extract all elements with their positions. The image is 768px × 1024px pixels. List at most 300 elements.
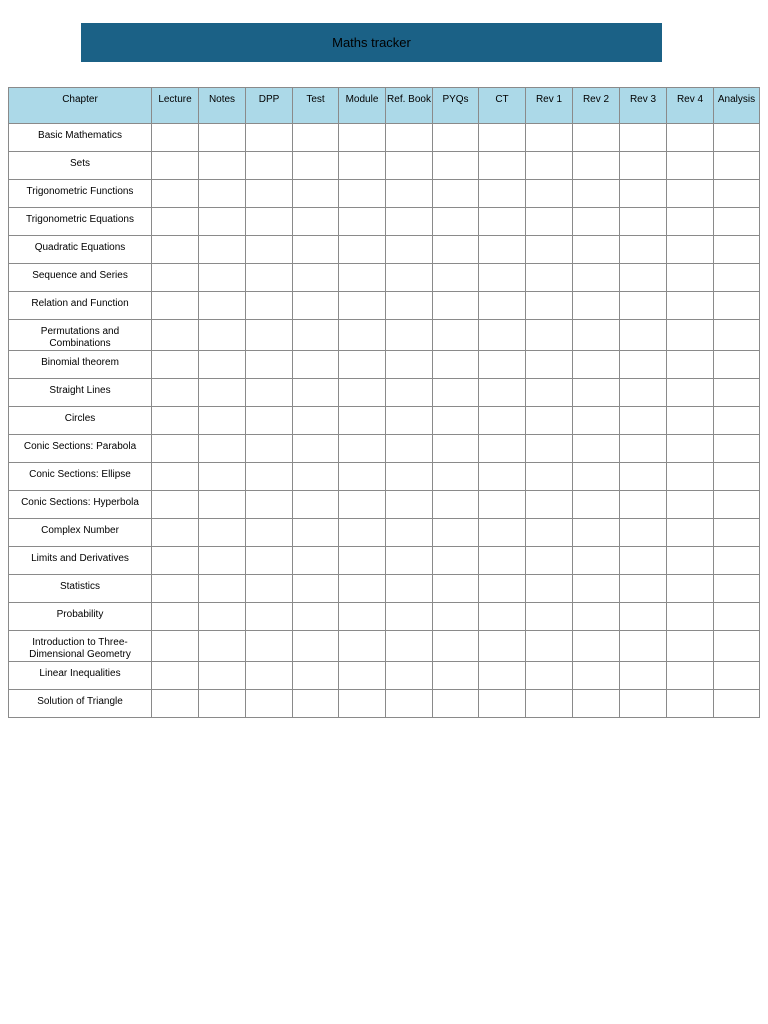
tracker-cell[interactable] bbox=[433, 236, 479, 264]
tracker-cell[interactable] bbox=[714, 292, 760, 320]
tracker-cell[interactable] bbox=[339, 351, 386, 379]
tracker-cell[interactable] bbox=[714, 575, 760, 603]
tracker-cell[interactable] bbox=[433, 662, 479, 690]
tracker-cell[interactable] bbox=[620, 435, 667, 463]
tracker-cell[interactable] bbox=[152, 379, 199, 407]
tracker-cell[interactable] bbox=[573, 236, 620, 264]
tracker-cell[interactable] bbox=[526, 208, 573, 236]
tracker-cell[interactable] bbox=[714, 603, 760, 631]
tracker-cell[interactable] bbox=[573, 351, 620, 379]
tracker-cell[interactable] bbox=[246, 519, 293, 547]
tracker-cell[interactable] bbox=[199, 631, 246, 662]
tracker-cell[interactable] bbox=[620, 208, 667, 236]
tracker-cell[interactable] bbox=[293, 519, 339, 547]
tracker-cell[interactable] bbox=[433, 463, 479, 491]
tracker-cell[interactable] bbox=[620, 351, 667, 379]
tracker-cell[interactable] bbox=[479, 351, 526, 379]
tracker-cell[interactable] bbox=[620, 491, 667, 519]
tracker-cell[interactable] bbox=[152, 236, 199, 264]
tracker-cell[interactable] bbox=[526, 351, 573, 379]
tracker-cell[interactable] bbox=[479, 662, 526, 690]
tracker-cell[interactable] bbox=[433, 351, 479, 379]
tracker-cell[interactable] bbox=[667, 491, 714, 519]
tracker-table bbox=[8, 87, 760, 718]
tracker-cell[interactable] bbox=[714, 124, 760, 152]
tracker-cell[interactable] bbox=[152, 491, 199, 519]
tracker-cell[interactable] bbox=[199, 463, 246, 491]
chapter-name: Relation and Function bbox=[9, 292, 152, 320]
tracker-cell[interactable] bbox=[667, 690, 714, 718]
tracker-cell[interactable] bbox=[433, 124, 479, 152]
table-row bbox=[9, 124, 760, 152]
tracker-cell[interactable] bbox=[433, 208, 479, 236]
tracker-cell[interactable] bbox=[433, 575, 479, 603]
tracker-cell[interactable] bbox=[620, 407, 667, 435]
tracker-cell[interactable] bbox=[386, 180, 433, 208]
tracker-cell[interactable] bbox=[199, 320, 246, 351]
tracker-cell[interactable] bbox=[433, 292, 479, 320]
tracker-cell[interactable] bbox=[152, 320, 199, 351]
tracker-cell[interactable] bbox=[293, 379, 339, 407]
tracker-cell[interactable] bbox=[479, 292, 526, 320]
tracker-cell[interactable] bbox=[573, 463, 620, 491]
tracker-cell[interactable] bbox=[386, 236, 433, 264]
tracker-cell[interactable] bbox=[386, 124, 433, 152]
tracker-cell[interactable] bbox=[293, 603, 339, 631]
tracker-cell[interactable] bbox=[152, 124, 199, 152]
tracker-cell[interactable] bbox=[526, 603, 573, 631]
tracker-cell[interactable] bbox=[433, 603, 479, 631]
tracker-cell[interactable] bbox=[152, 631, 199, 662]
tracker-cell[interactable] bbox=[246, 631, 293, 662]
tracker-cell[interactable] bbox=[339, 547, 386, 575]
tracker-cell[interactable] bbox=[386, 547, 433, 575]
tracker-cell[interactable] bbox=[199, 292, 246, 320]
tracker-cell[interactable] bbox=[246, 180, 293, 208]
tracker-cell[interactable] bbox=[386, 320, 433, 351]
chapter-name: Conic Sections: Hyperbola bbox=[9, 491, 152, 519]
tracker-cell[interactable] bbox=[573, 264, 620, 292]
tracker-cell[interactable] bbox=[199, 690, 246, 718]
tracker-cell[interactable] bbox=[199, 236, 246, 264]
tracker-cell[interactable] bbox=[152, 292, 199, 320]
tracker-cell[interactable] bbox=[152, 662, 199, 690]
tracker-cell[interactable] bbox=[293, 264, 339, 292]
tracker-cell[interactable] bbox=[246, 603, 293, 631]
tracker-cell[interactable] bbox=[479, 152, 526, 180]
tracker-cell[interactable] bbox=[246, 236, 293, 264]
tracker-cell[interactable] bbox=[620, 292, 667, 320]
tracker-cell[interactable] bbox=[573, 292, 620, 320]
tracker-cell[interactable] bbox=[199, 180, 246, 208]
tracker-cell[interactable] bbox=[526, 491, 573, 519]
tracker-cell[interactable] bbox=[573, 519, 620, 547]
tracker-cell[interactable] bbox=[433, 152, 479, 180]
tracker-cell[interactable] bbox=[620, 320, 667, 351]
tracker-cell[interactable] bbox=[526, 463, 573, 491]
tracker-cell[interactable] bbox=[293, 463, 339, 491]
tracker-cell[interactable] bbox=[526, 435, 573, 463]
tracker-cell[interactable] bbox=[386, 519, 433, 547]
tracker-cell[interactable] bbox=[479, 631, 526, 662]
chapter-name: Trigonometric Functions bbox=[9, 180, 152, 208]
tracker-cell[interactable] bbox=[386, 264, 433, 292]
tracker-cell[interactable] bbox=[526, 631, 573, 662]
tracker-cell[interactable] bbox=[526, 292, 573, 320]
tracker-cell[interactable] bbox=[526, 379, 573, 407]
tracker-cell[interactable] bbox=[339, 320, 386, 351]
tracker-cell[interactable] bbox=[293, 180, 339, 208]
tracker-cell[interactable] bbox=[526, 407, 573, 435]
tracker-cell[interactable] bbox=[667, 292, 714, 320]
tracker-cell[interactable] bbox=[246, 407, 293, 435]
tracker-cell[interactable] bbox=[152, 152, 199, 180]
tracker-cell[interactable] bbox=[714, 264, 760, 292]
tracker-cell[interactable] bbox=[620, 603, 667, 631]
tracker-cell[interactable] bbox=[386, 690, 433, 718]
tracker-cell[interactable] bbox=[667, 180, 714, 208]
tracker-cell[interactable] bbox=[293, 351, 339, 379]
chapter-name: Basic Mathematics bbox=[9, 124, 152, 152]
column-header-analysis: Analysis bbox=[714, 88, 760, 124]
tracker-cell[interactable] bbox=[667, 379, 714, 407]
tracker-cell[interactable] bbox=[526, 180, 573, 208]
tracker-cell[interactable] bbox=[339, 236, 386, 264]
tracker-cell[interactable] bbox=[573, 575, 620, 603]
column-header-dpp: DPP bbox=[246, 88, 293, 124]
table-row bbox=[9, 208, 760, 236]
tracker-cell[interactable] bbox=[714, 351, 760, 379]
tracker-cell[interactable] bbox=[246, 351, 293, 379]
tracker-cell[interactable] bbox=[714, 491, 760, 519]
tracker-cell[interactable] bbox=[339, 407, 386, 435]
tracker-cell[interactable] bbox=[433, 379, 479, 407]
tracker-cell[interactable] bbox=[293, 152, 339, 180]
tracker-cell[interactable] bbox=[339, 631, 386, 662]
tracker-cell[interactable] bbox=[433, 320, 479, 351]
tracker-cell[interactable] bbox=[667, 547, 714, 575]
tracker-cell[interactable] bbox=[199, 124, 246, 152]
tracker-cell[interactable] bbox=[293, 662, 339, 690]
tracker-cell[interactable] bbox=[433, 690, 479, 718]
tracker-cell[interactable] bbox=[573, 124, 620, 152]
tracker-cell[interactable] bbox=[152, 547, 199, 575]
tracker-cell[interactable] bbox=[667, 320, 714, 351]
tracker-cell[interactable] bbox=[199, 407, 246, 435]
tracker-cell[interactable] bbox=[620, 180, 667, 208]
tracker-cell[interactable] bbox=[152, 208, 199, 236]
tracker-cell[interactable] bbox=[573, 407, 620, 435]
tracker-cell[interactable] bbox=[526, 547, 573, 575]
tracker-cell[interactable] bbox=[152, 407, 199, 435]
tracker-cell[interactable] bbox=[667, 407, 714, 435]
tracker-cell[interactable] bbox=[199, 152, 246, 180]
tracker-cell[interactable] bbox=[573, 603, 620, 631]
tracker-cell[interactable] bbox=[714, 631, 760, 662]
tracker-cell[interactable] bbox=[246, 379, 293, 407]
column-header-ct: CT bbox=[479, 88, 526, 124]
chapter-name: Complex Number bbox=[9, 519, 152, 547]
tracker-cell[interactable] bbox=[714, 435, 760, 463]
tracker-cell[interactable] bbox=[386, 662, 433, 690]
tracker-cell[interactable] bbox=[152, 519, 199, 547]
tracker-cell[interactable] bbox=[573, 152, 620, 180]
tracker-cell[interactable] bbox=[433, 407, 479, 435]
tracker-cell[interactable] bbox=[714, 662, 760, 690]
tracker-cell[interactable] bbox=[339, 180, 386, 208]
table-row bbox=[9, 264, 760, 292]
tracker-cell[interactable] bbox=[433, 180, 479, 208]
tracker-cell[interactable] bbox=[526, 575, 573, 603]
tracker-cell[interactable] bbox=[293, 575, 339, 603]
tracker-cell[interactable] bbox=[293, 236, 339, 264]
tracker-cell[interactable] bbox=[433, 264, 479, 292]
tracker-cell[interactable] bbox=[526, 519, 573, 547]
tracker-cell[interactable] bbox=[246, 435, 293, 463]
tracker-cell[interactable] bbox=[526, 690, 573, 718]
tracker-cell[interactable] bbox=[339, 519, 386, 547]
tracker-cell[interactable] bbox=[620, 575, 667, 603]
tracker-cell[interactable] bbox=[386, 152, 433, 180]
tracker-cell[interactable] bbox=[293, 690, 339, 718]
tracker-cell[interactable] bbox=[433, 547, 479, 575]
tracker-cell[interactable] bbox=[714, 236, 760, 264]
tracker-cell[interactable] bbox=[526, 124, 573, 152]
tracker-cell[interactable] bbox=[714, 690, 760, 718]
tracker-cell[interactable] bbox=[620, 690, 667, 718]
tracker-cell[interactable] bbox=[573, 631, 620, 662]
tracker-cell[interactable] bbox=[293, 320, 339, 351]
tracker-cell[interactable] bbox=[386, 351, 433, 379]
tracker-cell[interactable] bbox=[714, 379, 760, 407]
tracker-cell[interactable] bbox=[293, 208, 339, 236]
tracker-cell[interactable] bbox=[667, 631, 714, 662]
tracker-cell[interactable] bbox=[152, 351, 199, 379]
tracker-cell[interactable] bbox=[246, 292, 293, 320]
tracker-cell[interactable] bbox=[246, 575, 293, 603]
tracker-cell[interactable] bbox=[246, 320, 293, 351]
tracker-cell[interactable] bbox=[667, 662, 714, 690]
tracker-cell[interactable] bbox=[714, 519, 760, 547]
tracker-cell[interactable] bbox=[339, 152, 386, 180]
tracker-cell[interactable] bbox=[714, 320, 760, 351]
tracker-cell[interactable] bbox=[667, 435, 714, 463]
tracker-cell[interactable] bbox=[246, 491, 293, 519]
tracker-cell[interactable] bbox=[293, 547, 339, 575]
column-header-notes: Notes bbox=[199, 88, 246, 124]
tracker-cell[interactable] bbox=[433, 491, 479, 519]
tracker-cell[interactable] bbox=[199, 662, 246, 690]
tracker-cell[interactable] bbox=[199, 575, 246, 603]
tracker-cell[interactable] bbox=[339, 292, 386, 320]
tracker-cell[interactable] bbox=[339, 662, 386, 690]
tracker-cell[interactable] bbox=[479, 379, 526, 407]
tracker-cell[interactable] bbox=[152, 435, 199, 463]
tracker-cell[interactable] bbox=[199, 379, 246, 407]
tracker-cell[interactable] bbox=[479, 407, 526, 435]
tracker-cell[interactable] bbox=[199, 264, 246, 292]
tracker-cell[interactable] bbox=[573, 662, 620, 690]
tracker-cell[interactable] bbox=[479, 435, 526, 463]
tracker-cell[interactable] bbox=[199, 519, 246, 547]
tracker-cell[interactable] bbox=[526, 152, 573, 180]
tracker-cell[interactable] bbox=[479, 320, 526, 351]
tracker-cell[interactable] bbox=[293, 124, 339, 152]
tracker-cell[interactable] bbox=[573, 208, 620, 236]
tracker-cell[interactable] bbox=[573, 435, 620, 463]
tracker-cell[interactable] bbox=[714, 208, 760, 236]
tracker-cell[interactable] bbox=[479, 208, 526, 236]
column-header-pyqs: PYQs bbox=[433, 88, 479, 124]
tracker-cell[interactable] bbox=[667, 264, 714, 292]
tracker-cell[interactable] bbox=[199, 547, 246, 575]
tracker-cell[interactable] bbox=[386, 379, 433, 407]
tracker-cell[interactable] bbox=[152, 264, 199, 292]
tracker-cell[interactable] bbox=[246, 124, 293, 152]
tracker-cell[interactable] bbox=[573, 180, 620, 208]
tracker-cell[interactable] bbox=[386, 603, 433, 631]
table-row bbox=[9, 180, 760, 208]
tracker-cell[interactable] bbox=[386, 292, 433, 320]
tracker-cell[interactable] bbox=[246, 547, 293, 575]
tracker-cell[interactable] bbox=[667, 351, 714, 379]
tracker-cell[interactable] bbox=[386, 631, 433, 662]
tracker-cell[interactable] bbox=[620, 264, 667, 292]
tracker-cell[interactable] bbox=[339, 379, 386, 407]
tracker-cell[interactable] bbox=[479, 575, 526, 603]
tracker-cell[interactable] bbox=[433, 631, 479, 662]
tracker-cell[interactable] bbox=[714, 180, 760, 208]
column-header-rev-3: Rev 3 bbox=[620, 88, 667, 124]
tracker-cell[interactable] bbox=[714, 152, 760, 180]
chapter-name: Conic Sections: Parabola bbox=[9, 435, 152, 463]
chapter-name: Sequence and Series bbox=[9, 264, 152, 292]
tracker-cell[interactable] bbox=[339, 435, 386, 463]
tracker-cell[interactable] bbox=[667, 519, 714, 547]
tracker-cell[interactable] bbox=[620, 379, 667, 407]
tracker-cell[interactable] bbox=[246, 264, 293, 292]
tracker-cell[interactable] bbox=[386, 575, 433, 603]
tracker-cell[interactable] bbox=[339, 690, 386, 718]
tracker-cell[interactable] bbox=[199, 603, 246, 631]
tracker-cell[interactable] bbox=[714, 463, 760, 491]
tracker-cell[interactable] bbox=[339, 124, 386, 152]
chapter-name: Circles bbox=[9, 407, 152, 435]
tracker-cell[interactable] bbox=[667, 575, 714, 603]
tracker-cell[interactable] bbox=[246, 690, 293, 718]
tracker-cell[interactable] bbox=[526, 320, 573, 351]
tracker-cell[interactable] bbox=[479, 603, 526, 631]
tracker-cell[interactable] bbox=[714, 547, 760, 575]
tracker-cell[interactable] bbox=[339, 491, 386, 519]
tracker-cell[interactable] bbox=[667, 236, 714, 264]
tracker-cell[interactable] bbox=[246, 662, 293, 690]
tracker-cell[interactable] bbox=[714, 407, 760, 435]
tracker-cell[interactable] bbox=[386, 208, 433, 236]
tracker-cell[interactable] bbox=[339, 463, 386, 491]
tracker-cell[interactable] bbox=[339, 264, 386, 292]
tracker-cell[interactable] bbox=[479, 264, 526, 292]
tracker-cell[interactable] bbox=[479, 491, 526, 519]
tracker-cell[interactable] bbox=[479, 180, 526, 208]
chapter-name: Permutations and Combinations bbox=[9, 320, 152, 351]
tracker-cell[interactable] bbox=[386, 491, 433, 519]
tracker-cell[interactable] bbox=[386, 407, 433, 435]
tracker-cell[interactable] bbox=[199, 208, 246, 236]
tracker-cell[interactable] bbox=[339, 575, 386, 603]
tracker-cell[interactable] bbox=[246, 208, 293, 236]
column-header-chapter: Chapter bbox=[9, 88, 152, 124]
tracker-cell[interactable] bbox=[526, 236, 573, 264]
tracker-cell[interactable] bbox=[293, 631, 339, 662]
column-header-test: Test bbox=[293, 88, 339, 124]
tracker-cell[interactable] bbox=[620, 631, 667, 662]
tracker-cell[interactable] bbox=[620, 547, 667, 575]
tracker-cell[interactable] bbox=[526, 264, 573, 292]
tracker-cell[interactable] bbox=[479, 690, 526, 718]
tracker-cell[interactable] bbox=[152, 575, 199, 603]
tracker-cell[interactable] bbox=[152, 463, 199, 491]
tracker-cell[interactable] bbox=[293, 435, 339, 463]
tracker-cell[interactable] bbox=[152, 180, 199, 208]
tracker-cell[interactable] bbox=[573, 320, 620, 351]
tracker-cell[interactable] bbox=[667, 152, 714, 180]
tracker-cell[interactable] bbox=[667, 208, 714, 236]
table-row bbox=[9, 407, 760, 435]
tracker-cell[interactable] bbox=[152, 603, 199, 631]
tracker-cell[interactable] bbox=[620, 519, 667, 547]
chapter-name: Sets bbox=[9, 152, 152, 180]
tracker-cell[interactable] bbox=[667, 463, 714, 491]
tracker-cell[interactable] bbox=[339, 208, 386, 236]
tracker-cell[interactable] bbox=[479, 547, 526, 575]
table-row bbox=[9, 519, 760, 547]
tracker-cell[interactable] bbox=[667, 124, 714, 152]
tracker-cell[interactable] bbox=[573, 690, 620, 718]
tracker-cell[interactable] bbox=[526, 662, 573, 690]
tracker-cell[interactable] bbox=[479, 519, 526, 547]
tracker-cell[interactable] bbox=[152, 690, 199, 718]
tracker-cell[interactable] bbox=[479, 236, 526, 264]
tracker-cell[interactable] bbox=[293, 491, 339, 519]
tracker-cell[interactable] bbox=[246, 152, 293, 180]
tracker-cell[interactable] bbox=[386, 463, 433, 491]
tracker-cell[interactable] bbox=[293, 407, 339, 435]
tracker-cell[interactable] bbox=[620, 152, 667, 180]
tracker-cell[interactable] bbox=[620, 463, 667, 491]
tracker-cell[interactable] bbox=[620, 236, 667, 264]
tracker-cell[interactable] bbox=[573, 491, 620, 519]
tracker-cell[interactable] bbox=[667, 603, 714, 631]
tracker-cell[interactable] bbox=[246, 463, 293, 491]
tracker-cell[interactable] bbox=[573, 379, 620, 407]
tracker-cell[interactable] bbox=[199, 351, 246, 379]
tracker-cell[interactable] bbox=[479, 463, 526, 491]
tracker-cell[interactable] bbox=[620, 662, 667, 690]
tracker-cell[interactable] bbox=[620, 124, 667, 152]
tracker-cell[interactable] bbox=[199, 435, 246, 463]
tracker-cell[interactable] bbox=[199, 491, 246, 519]
tracker-cell[interactable] bbox=[573, 547, 620, 575]
tracker-cell[interactable] bbox=[293, 292, 339, 320]
tracker-cell[interactable] bbox=[433, 435, 479, 463]
tracker-cell[interactable] bbox=[339, 603, 386, 631]
tracker-cell[interactable] bbox=[386, 435, 433, 463]
column-header-rev-1: Rev 1 bbox=[526, 88, 573, 124]
table-row bbox=[9, 236, 760, 264]
tracker-cell[interactable] bbox=[479, 124, 526, 152]
tracker-cell[interactable] bbox=[433, 519, 479, 547]
